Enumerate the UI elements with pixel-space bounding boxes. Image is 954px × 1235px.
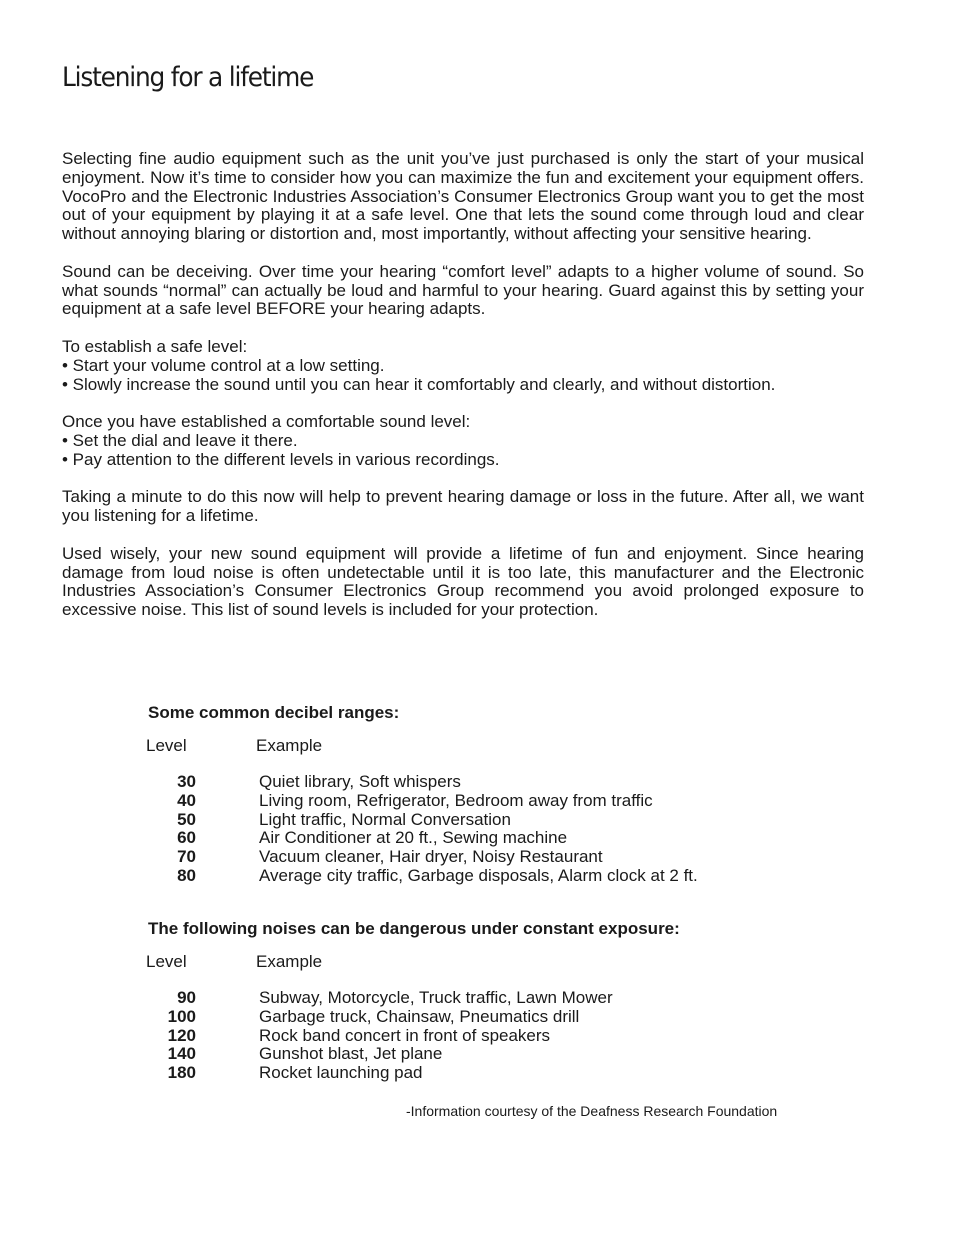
table-body <box>148 989 848 1083</box>
list-item: • Slowly increase the sound until you can hear it comfortably and clearly, and without distortion. <box>62 374 776 394</box>
column-header-level: Level <box>146 736 187 755</box>
paragraph-used-wisely: Used wisely, your new sound equipment will provide a lifetime of fun and enjoyment. Since hearing damage from loud noise is often undetectable until it is too late, this manufacturer and the Electronic Industries Association’s Consumer Electronics Group recommend you avoid prolonged exposure to excessive noise. This list of sound levels is included for your protection. <box>62 543 864 620</box>
source-footnote: -Information courtesy of the Deafness Research Foundation <box>406 1103 778 1119</box>
table-row <box>148 867 848 886</box>
decibel-level: 60 <box>177 828 196 848</box>
noise-example: Rocket launching pad <box>259 1063 423 1083</box>
page-title: Listening for a lifetime <box>62 62 314 93</box>
table-row <box>148 792 848 811</box>
decibel-level: 180 <box>167 1063 196 1083</box>
decibel-level: 70 <box>177 847 196 867</box>
noise-example: Light traffic, Normal Conversation <box>259 809 511 829</box>
list-item: • Set the dial and leave it there. <box>62 430 298 450</box>
decibel-level: 140 <box>167 1044 196 1064</box>
column-header-level: Level <box>146 952 187 971</box>
noise-example: Air Conditioner at 20 ft., Sewing machine <box>259 828 568 848</box>
table-header <box>148 737 848 756</box>
table-row <box>148 1045 848 1064</box>
noise-example: Rock band concert in front of speakers <box>259 1025 551 1045</box>
noise-example: Vacuum cleaner, Hair dryer, Noisy Restaurant <box>259 847 603 867</box>
table-row <box>148 989 848 1008</box>
noise-example: Quiet library, Soft whispers <box>259 772 461 791</box>
decibel-level: 100 <box>167 1006 196 1026</box>
paragraph-sound-deceiving: Sound can be deceiving. Over time your hearing “comfort level” adapts to a higher volume of sound. So what sounds “normal” can actually be loud and harmful to your hearing. Guard against this by setting your equipment at a safe level BEFORE your hearing adapts. <box>62 261 864 319</box>
table-body <box>148 773 848 886</box>
dangerous-noises-table <box>148 920 848 1083</box>
noise-example: Average city traffic, Garbage disposals, Alarm clock at 2 ft. <box>259 865 698 885</box>
table-row <box>148 829 848 848</box>
noise-example: Subway, Motorcycle, Truck traffic, Lawn Mower <box>259 988 613 1007</box>
section-heading: Some common decibel ranges: <box>148 703 400 722</box>
paragraph-selecting-equipment: Selecting fine audio equipment such as the unit you’ve just purchased is only the start of your musical enjoyment. Now it’s time to consider how you can maximize the fun and excitement your equipment offers. VocoPro and the Electronic Industries Association’s Consumer Electronics Group want you to get the most out of your equipment by playing it at a safe level. One that lets the sound come through loud and clear without annoying blaring or distortion and, most importantly, without affecting your sensitive hearing. <box>62 149 864 244</box>
list-item: • Pay attention to the different levels in various recordings. <box>62 449 500 469</box>
decibel-level: 90 <box>177 988 196 1007</box>
paragraph-taking-a-minute: Taking a minute to do this now will help to prevent hearing damage or loss in the future. After all, we want you listening for a lifetime. <box>62 487 864 526</box>
common-decibel-ranges-table <box>148 704 848 886</box>
table-row <box>148 811 848 830</box>
decibel-level: 80 <box>177 865 196 885</box>
body-text <box>62 150 864 639</box>
column-header-example: Example <box>256 952 323 971</box>
table-row <box>148 848 848 867</box>
decibel-level: 30 <box>177 772 196 791</box>
table-row <box>148 1027 848 1046</box>
column-header-example: Example <box>256 736 323 755</box>
noise-example: Garbage truck, Chainsaw, Pneumatics drill <box>259 1006 580 1026</box>
table-row <box>148 1064 848 1083</box>
comfortable-level-steps <box>62 413 864 469</box>
table-row <box>148 773 848 792</box>
safe-level-intro: To establish a safe level: <box>62 336 248 356</box>
comfortable-level-intro: Once you have established a comfortable sound level: <box>62 412 471 432</box>
list-item: • Start your volume control at a low setting. <box>62 355 385 375</box>
safe-level-steps <box>62 338 864 394</box>
section-heading: The following noises can be dangerous under constant exposure: <box>148 919 680 938</box>
table-header <box>148 953 848 972</box>
decibel-level: 50 <box>177 809 196 829</box>
noise-example: Gunshot blast, Jet plane <box>259 1044 443 1064</box>
table-row <box>148 1008 848 1027</box>
decibel-level: 120 <box>167 1025 196 1045</box>
noise-example: Living room, Refrigerator, Bedroom away from traffic <box>259 790 653 810</box>
decibel-level: 40 <box>177 790 196 810</box>
